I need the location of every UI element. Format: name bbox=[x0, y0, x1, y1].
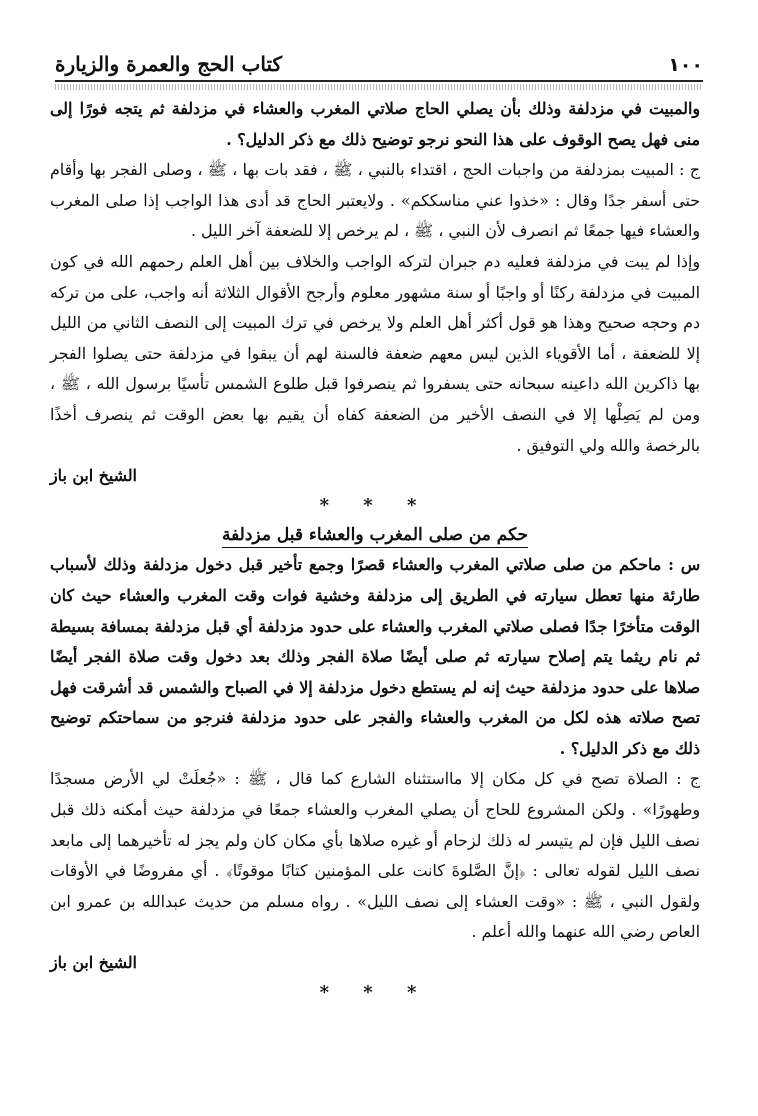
header-rule bbox=[55, 80, 703, 82]
question-2-text: س : ماحكم من صلى صلاتي المغرب والعشاء قصرًا وجمع تأخير قبل دخول مزدلفة وذلك لأسباب طارئة منها تعطل سيارته في الطريق إلى مزدلفة وخشية فوات وقت المغرب والعشاء حيث كان الوقت متأخرًا جدًا فصلى صلاتي المغرب والعشاء على حدود مزدلفة أي قبل مزدلفة بمسافة بسيطة ثم نام ريثما يتم إصلاح سيارته ثم صلى أيضًا صلاة الفجر وذلك بعد دخول وقت صلاة الفجر أيضًا صلاها على حدود مزدلفة حيث إنه لم يستطع دخول مزدلفة إلا في الصباح والشمس قد أشرقت فهل تصح صلاته هذه لكل من المغرب والعشاء والفجر على حدود مزدلفة فنرجو من سماحتكم توضيح ذلك مع ذكر الدليل؟ . bbox=[50, 555, 700, 758]
question-1-text: والمبيت في مزدلفة وذلك بأن يصلي الحاج صلاتي المغرب والعشاء في مزدلفة ثم يتجه فورًا إلى منى فهل يصح الوقوف على هذا النحو نرجو توضيح ذلك مع ذكر الدليل؟ . bbox=[50, 99, 700, 149]
page-number: ١٠٠ bbox=[668, 54, 703, 76]
header-hatch-rule bbox=[55, 84, 703, 90]
section-title bbox=[50, 520, 700, 551]
answer-1-paragraph-1: ج : المبيت بمزدلفة من واجبات الحج ، اقتداء بالنبي ، ﷺ ، فقد بات بها ، ﷺ ، وصلى الفجر بها وأقام حتى أسفر جدًا وقال : «خذوا عني مناسككم» . ولايعتبر الحاج قد أدى هذا الواجب إذا صلى المغرب والعشاء فيها جمعًا ثم انصرف لأن النبي ، ﷺ ، لم يرخص إلا للضعفة آخر الليل . bbox=[50, 160, 700, 241]
page-body bbox=[50, 94, 700, 1007]
signature-1: الشيخ ابن باز bbox=[50, 466, 137, 486]
page-header bbox=[55, 40, 703, 76]
book-title: كتاب الحج والعمرة والزيارة bbox=[55, 52, 283, 76]
section-title-text: حكم من صلى المغرب والعشاء قبل مزدلفة bbox=[222, 525, 528, 548]
separator-stars-1: * * * bbox=[319, 494, 431, 516]
separator-stars-2: * * * bbox=[319, 981, 431, 1003]
signature-2: الشيخ ابن باز bbox=[50, 953, 137, 973]
answer-2-text: ج : الصلاة تصح في كل مكان إلا مااستثناه الشارع كما قال ، ﷺ : «جُعلَتْ لي الأرض مسجدًا وطهورًا» . ولكن المشروع للحاج أن يصلي المغرب والعشاء جمعًا في مزدلفة حيث أمكنه ذلك قبل نصف الليل فإن لم يتيسر له ذلك لزحام أو غيره صلاها بأي مكان كان ولم يجز له تأخيرهما إلى مابعد نصف الليل لقوله تعالى : ﴿إنَّ الصَّلوةَ كانت على المؤمنين كتابًا موقوتًا﴾ . أي مفروضًا في الأوقات ولقول النبي ، ﷺ : «وقت العشاء إلى نصف الليل» . رواه مسلم من حديث عبدالله بن عمرو ابن العاص رضي الله عنهما والله أعلم . bbox=[50, 769, 700, 942]
answer-1-paragraph-2: وإذا لم يبت في مزدلفة فعليه دم جبران لتركه الواجب والخلاف بين أهل العلم رحمهم الله في كون المبيت في مزدلفة ركنًا أو واجبًا أو سنة مشهور معلوم وأرجح الأقوال الثلاثة أنه واجب، على من تركه دم وحجه صحيح وهذا هو قول أكثر أهل العلم ولا يرخص في ترك المبيت إلى النصف الثاني من الليل إلا للضعفة ، أما الأقوياء الذين ليس معهم ضعفة فالسنة لهم أن يبقوا في مزدلفة حتى يصلوا الفجر بها ذاكرين الله داعينه سبحانه حتى يسفروا ثم ينصرفوا قبل طلوع الشمس تأسيًا برسول الله ، ﷺ ، ومن لم يَصِلْها إلا في النصف الأخير من الضعفة كفاه أن يقيم بها بعض الوقت ثم ينصرف أخذًا بالرخصة والله ولي التوفيق . bbox=[50, 251, 700, 455]
